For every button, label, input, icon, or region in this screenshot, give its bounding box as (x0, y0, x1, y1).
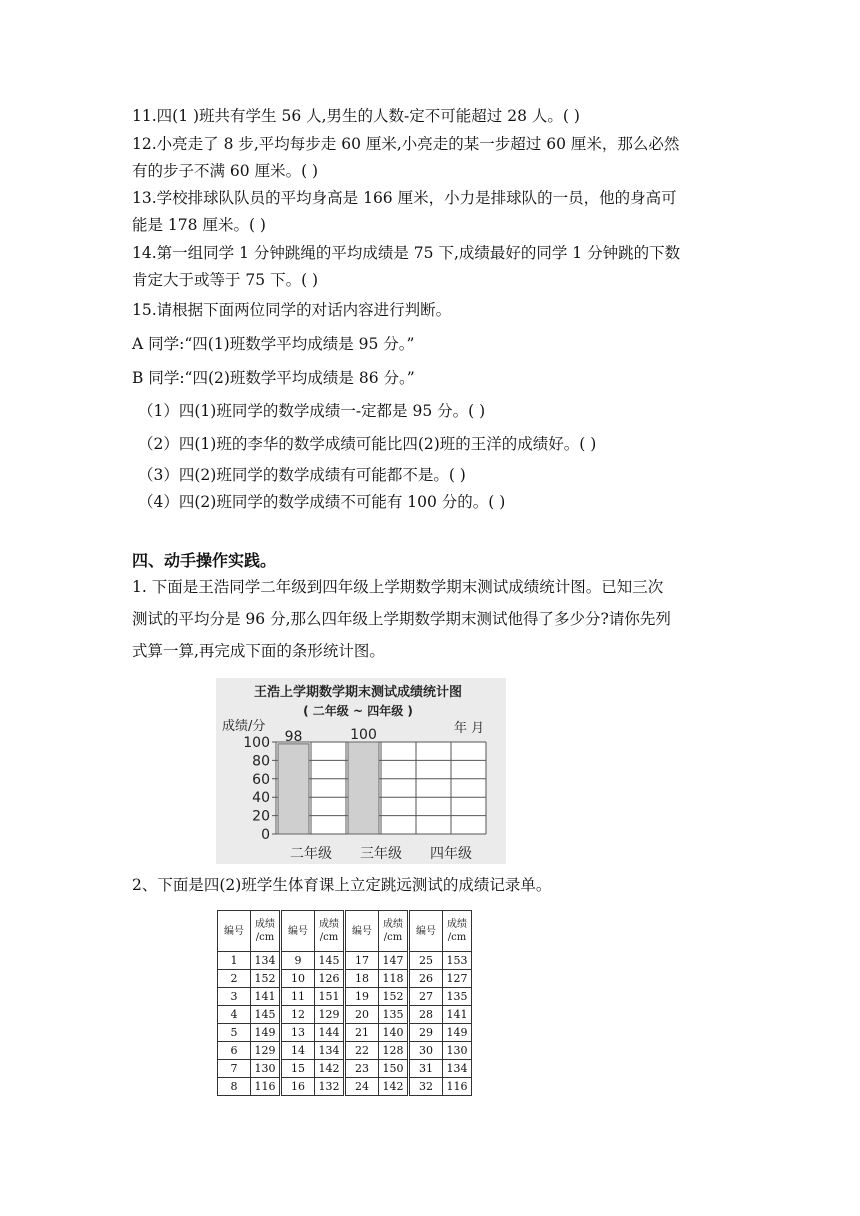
bar (348, 742, 379, 834)
section4-q1-line-1: 1. 下面是王浩同学二年级到四年级上学期数学期末测试成绩统计图。已知三次 (132, 578, 664, 596)
question-15: 15.请根据下面两位同学的对话内容进行判断。 (132, 301, 452, 319)
cell-id: 5 (218, 1024, 251, 1042)
cell-score: 141 (443, 1006, 472, 1024)
section-heading: 四、动手操作实践。 (132, 551, 277, 570)
section4-q2: 2、下面是四(2)班学生体育课上立定跳远测试的成绩记录单。 (132, 876, 552, 894)
cell-id: 17 (345, 952, 379, 970)
cell-score: 130 (443, 1042, 472, 1060)
chart-canvas (216, 678, 506, 864)
score-bar-chart (216, 678, 506, 864)
y-tick-label: 40 (252, 790, 270, 807)
cell-id: 21 (345, 1024, 379, 1042)
cell-score: 152 (379, 988, 409, 1006)
cell-id: 24 (345, 1078, 379, 1096)
sub-item-3: （3）四(2)班同学的数学成绩有可能都不是。( ) (138, 466, 466, 484)
cell-id: 28 (409, 1006, 443, 1024)
cell-score: 142 (315, 1060, 345, 1078)
cell-score: 126 (315, 970, 345, 988)
x-tick-label: 四年级 (430, 846, 472, 862)
question-12-line-1: 12.小亮走了 8 步,平均每步走 60 厘米,小亮走的某一步超过 60 厘米，那么必然 (132, 135, 680, 153)
cell-score: 132 (315, 1078, 345, 1096)
cell-score: 134 (315, 1042, 345, 1060)
section4-q1-line-2: 测试的平均分是 96 分,那么四年级上学期数学期末测试他得了多少分?请你先列 (132, 610, 671, 628)
question-12-line-2: 有的步子不满 60 厘米。( ) (132, 162, 319, 180)
y-tick-label: 100 (243, 735, 270, 751)
cell-id: 22 (345, 1042, 379, 1060)
cell-id: 31 (409, 1060, 443, 1078)
table-row (218, 970, 472, 988)
cell-score: 145 (251, 1006, 281, 1024)
cell-id: 14 (281, 1042, 315, 1060)
bar (278, 744, 309, 834)
cell-score: 127 (443, 970, 472, 988)
cell-score: 135 (443, 988, 472, 1006)
table-row (218, 952, 472, 970)
bar-value-label: 100 (350, 727, 377, 743)
cell-score: 116 (443, 1078, 472, 1096)
question-13-line-2: 能是 178 厘米。( ) (132, 216, 266, 234)
cell-id: 16 (281, 1078, 315, 1096)
table-header-row (218, 911, 472, 952)
cell-score: 134 (443, 1060, 472, 1078)
cell-id: 6 (218, 1042, 251, 1060)
chart-ylabel: 成绩/分 (222, 719, 266, 734)
y-tick-label: 20 (252, 808, 270, 825)
cell-score: 142 (379, 1078, 409, 1096)
x-tick-label: 二年级 (290, 846, 332, 862)
long-jump-score-table (217, 910, 472, 1096)
y-tick-label: 60 (252, 771, 270, 788)
cell-score: 129 (251, 1042, 281, 1060)
cell-score: 128 (379, 1042, 409, 1060)
header-id: 编号 (281, 911, 315, 952)
chart-date-label: 年 月 (454, 721, 485, 736)
cell-score: 151 (315, 988, 345, 1006)
cell-score: 130 (251, 1060, 281, 1078)
cell-id: 3 (218, 988, 251, 1006)
cell-id: 11 (281, 988, 315, 1006)
cell-score: 118 (379, 970, 409, 988)
cell-id: 4 (218, 1006, 251, 1024)
cell-id: 26 (409, 970, 443, 988)
cell-id: 29 (409, 1024, 443, 1042)
table-row (218, 988, 472, 1006)
cell-score: 150 (379, 1060, 409, 1078)
question-11: 11.四(1 )班共有学生 56 人,男生的人数-定不可能超过 28 人。( ) (132, 107, 580, 125)
cell-score: 149 (251, 1024, 281, 1042)
y-tick-label: 0 (261, 827, 270, 843)
question-13-line-1: 13.学校排球队队员的平均身高是 166 厘米，小力是排球队的一员，他的身高可 (132, 189, 677, 207)
cell-score: 140 (379, 1024, 409, 1042)
cell-score: 116 (251, 1078, 281, 1096)
cell-score: 134 (251, 952, 281, 970)
cell-id: 10 (281, 970, 315, 988)
cell-score: 135 (379, 1006, 409, 1024)
header-score: 成绩 /cm (379, 911, 409, 952)
cell-score: 152 (251, 970, 281, 988)
table-row (218, 1078, 472, 1096)
y-tick-label: 80 (252, 753, 270, 770)
cell-id: 32 (409, 1078, 443, 1096)
sub-item-1: （1）四(1)班同学的数学成绩一-定都是 95 分。( ) (138, 402, 486, 420)
header-id: 编号 (345, 911, 379, 952)
cell-id: 12 (281, 1006, 315, 1024)
cell-id: 30 (409, 1042, 443, 1060)
question-14-line-1: 14.第一组同学 1 分钟跳绳的平均成绩是 75 下,成绩最好的同学 1 分钟跳的下数 (132, 244, 681, 262)
cell-id: 1 (218, 952, 251, 970)
header-score: 成绩 /cm (251, 911, 281, 952)
table-row (218, 1060, 472, 1078)
sub-item-2: （2）四(1)班的李华的数学成绩可能比四(2)班的王洋的成绩好。( ) (138, 435, 597, 453)
cell-score: 149 (443, 1024, 472, 1042)
cell-id: 8 (218, 1078, 251, 1096)
table-row (218, 1042, 472, 1060)
cell-id: 18 (345, 970, 379, 988)
sub-item-4: （4）四(2)班同学的数学成绩不可能有 100 分的。( ) (138, 493, 506, 511)
student-a-quote: A 同学:“四(1)班数学平均成绩是 95 分。” (132, 335, 415, 353)
cell-score: 129 (315, 1006, 345, 1024)
cell-id: 27 (409, 988, 443, 1006)
header-score: 成绩 /cm (315, 911, 345, 952)
section4-q1-line-3: 式算一算,再完成下面的条形统计图。 (132, 642, 385, 660)
cell-id: 2 (218, 970, 251, 988)
cell-score: 145 (315, 952, 345, 970)
cell-id: 13 (281, 1024, 315, 1042)
cell-score: 147 (379, 952, 409, 970)
cell-id: 23 (345, 1060, 379, 1078)
chart-title: 王浩上学期数学期末测试成绩统计图 (253, 685, 463, 700)
cell-id: 7 (218, 1060, 251, 1078)
header-score: 成绩 /cm (443, 911, 472, 952)
cell-score: 153 (443, 952, 472, 970)
question-14-line-2: 肯定大于或等于 75 下。( ) (132, 271, 319, 289)
student-b-quote: B 同学:“四(2)班数学平均成绩是 86 分。” (132, 369, 415, 387)
cell-id: 15 (281, 1060, 315, 1078)
header-id: 编号 (409, 911, 443, 952)
table-row (218, 1006, 472, 1024)
cell-id: 9 (281, 952, 315, 970)
cell-id: 20 (345, 1006, 379, 1024)
x-tick-label: 三年级 (360, 846, 402, 862)
cell-id: 25 (409, 952, 443, 970)
chart-subtitle: ( 二年级 ~ 四年级 ) (303, 704, 413, 718)
bar-value-label: 98 (284, 728, 303, 745)
cell-id: 19 (345, 988, 379, 1006)
table-row (218, 1024, 472, 1042)
header-id: 编号 (218, 911, 251, 952)
cell-score: 144 (315, 1024, 345, 1042)
cell-score: 141 (251, 988, 281, 1006)
